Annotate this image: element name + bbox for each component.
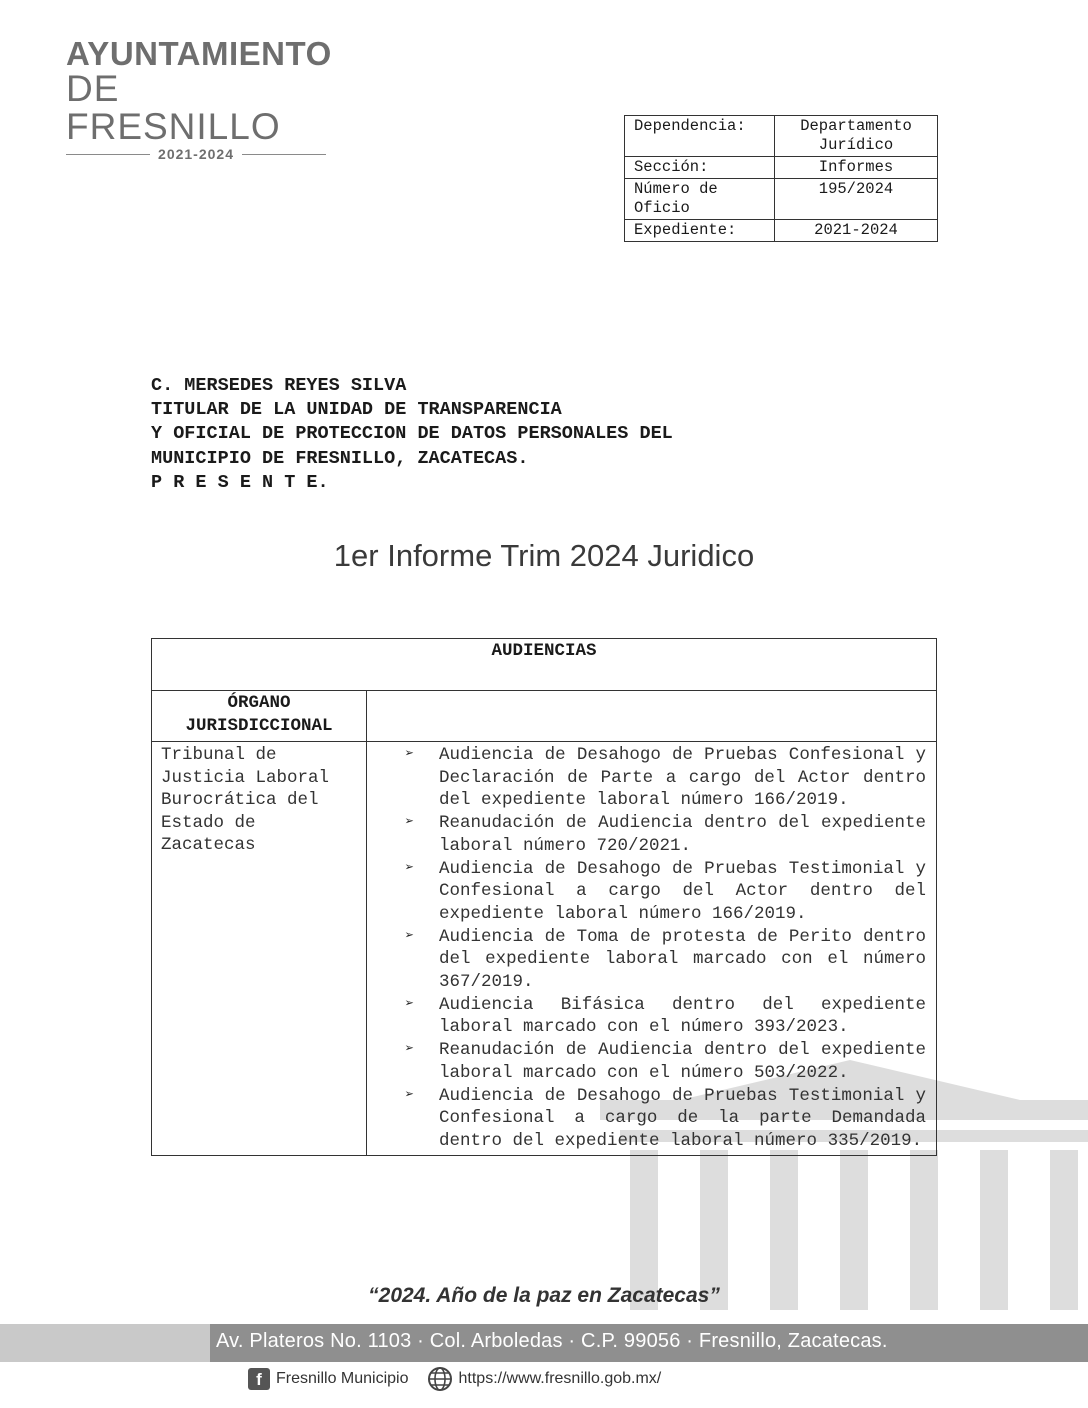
audiencia-text: Audiencia de Toma de protesta de Perito dentro del expediente laboral marcado con el número 367/2019. <box>439 926 926 992</box>
info-value: 2021-2024 <box>775 220 938 242</box>
table-heading-row <box>152 639 937 691</box>
logo-rule-right <box>242 154 326 155</box>
column-header-organo: ÓRGANO JURISDICCIONAL <box>152 691 367 742</box>
footer-band-accent <box>0 1324 210 1362</box>
info-value: Departamento Jurídico <box>775 116 938 157</box>
addressee-line: C. MERSEDES REYES SILVA <box>151 375 407 396</box>
logo-rule-left <box>66 154 150 155</box>
addressee-line: TITULAR DE LA UNIDAD DE TRANSPARENCIA <box>151 399 562 421</box>
addressee-line: MUNICIPIO DE FRESNILLO, ZACATECAS. <box>151 447 529 469</box>
addressee-line: Y OFICIAL DE PROTECCION DE DATOS PERSONALES DEL <box>151 423 673 445</box>
footer-slogan: “2024. Año de la paz en Zacatecas” <box>368 1284 720 1307</box>
audiencia-item <box>405 1039 926 1084</box>
arrow-bullet-icon: ➢ <box>405 995 415 1013</box>
info-key: Número de Oficio <box>625 179 775 220</box>
arrow-bullet-icon: ➢ <box>405 746 415 763</box>
document-info-table <box>624 115 938 242</box>
logo-years: 2021-2024 <box>158 146 234 162</box>
audiencias-list-cell <box>367 742 937 1156</box>
logo-line-1: AYUNTAMIENTO <box>66 35 332 72</box>
facebook-icon: f <box>248 1368 270 1390</box>
arrow-bullet-icon: ➢ <box>405 859 415 877</box>
arrow-bullet-icon: ➢ <box>405 927 415 945</box>
footer-social <box>248 1366 661 1392</box>
audiencias-list <box>405 744 926 1152</box>
arrow-bullet-icon: ➢ <box>405 814 415 831</box>
logo-line-2: DE FRESNILLO <box>66 68 281 147</box>
addressee-block <box>151 374 673 495</box>
audiencia-item <box>405 812 926 857</box>
logo-years-row <box>66 146 326 162</box>
document-title: 1er Informe Trim 2024 Juridico <box>333 538 755 573</box>
info-row-expediente <box>625 220 938 242</box>
audiencia-text: Audiencia de Desahogo de Pruebas Confesional y Declaración de Parte a cargo del Actor dentro del expediente laboral número 166/2019. <box>439 745 926 810</box>
info-value: 195/2024 <box>775 179 938 220</box>
audiencias-table <box>151 638 937 1156</box>
audiencia-text: Audiencia de Desahogo de Pruebas Testimonial y Confesional a cargo de la parte Demandada dentro del expediente laboral número 335/2019. <box>439 1085 926 1151</box>
footer-address: Av. Plateros No. 1103 · Col. Arboledas · C.P. 99056 · Fresnillo, Zacatecas. <box>216 1330 888 1352</box>
info-key: Dependencia: <box>625 116 775 157</box>
table-heading: AUDIENCIAS <box>152 639 937 691</box>
organo-cell: Tribunal de Justicia Laboral Burocrática del Estado de Zacatecas <box>152 742 367 1156</box>
addressee-line: P R E S E N T E. <box>151 471 329 493</box>
info-key: Expediente: <box>625 220 775 242</box>
info-key: Sección: <box>625 157 775 179</box>
globe-icon <box>427 1366 453 1392</box>
audiencia-item <box>405 858 926 926</box>
audiencia-text: Reanudación de Audiencia dentro del expediente laboral número 720/2021. <box>439 813 926 856</box>
facebook-label[interactable]: Fresnillo Municipio <box>276 1370 409 1387</box>
info-row-seccion <box>625 157 938 179</box>
audiencia-text: Reanudación de Audiencia dentro del expediente laboral marcado con el número 503/2022. <box>439 1040 926 1083</box>
website-link[interactable]: https://www.fresnillo.gob.mx/ <box>458 1370 662 1387</box>
info-row-oficio <box>625 179 938 220</box>
arrow-bullet-icon: ➢ <box>405 1086 415 1104</box>
arrow-bullet-icon: ➢ <box>405 1041 415 1058</box>
audiencia-text: Audiencia de Desahogo de Pruebas Testimonial y Confesional a cargo del Actor dentro del expediente laboral número 166/2019. <box>439 858 926 924</box>
info-row-dependencia <box>625 116 938 157</box>
audiencia-item <box>405 744 926 812</box>
municipality-logo <box>66 35 332 162</box>
audiencia-item <box>405 994 926 1039</box>
table-header-row <box>152 691 937 742</box>
column-header-empty <box>367 691 937 742</box>
audiencia-text: Audiencia Bifásica dentro del expediente laboral marcado con el número 393/2023. <box>439 994 926 1037</box>
audiencia-item <box>405 926 926 994</box>
audiencia-item <box>405 1085 926 1153</box>
info-value: Informes <box>775 157 938 179</box>
table-row <box>152 742 937 1156</box>
